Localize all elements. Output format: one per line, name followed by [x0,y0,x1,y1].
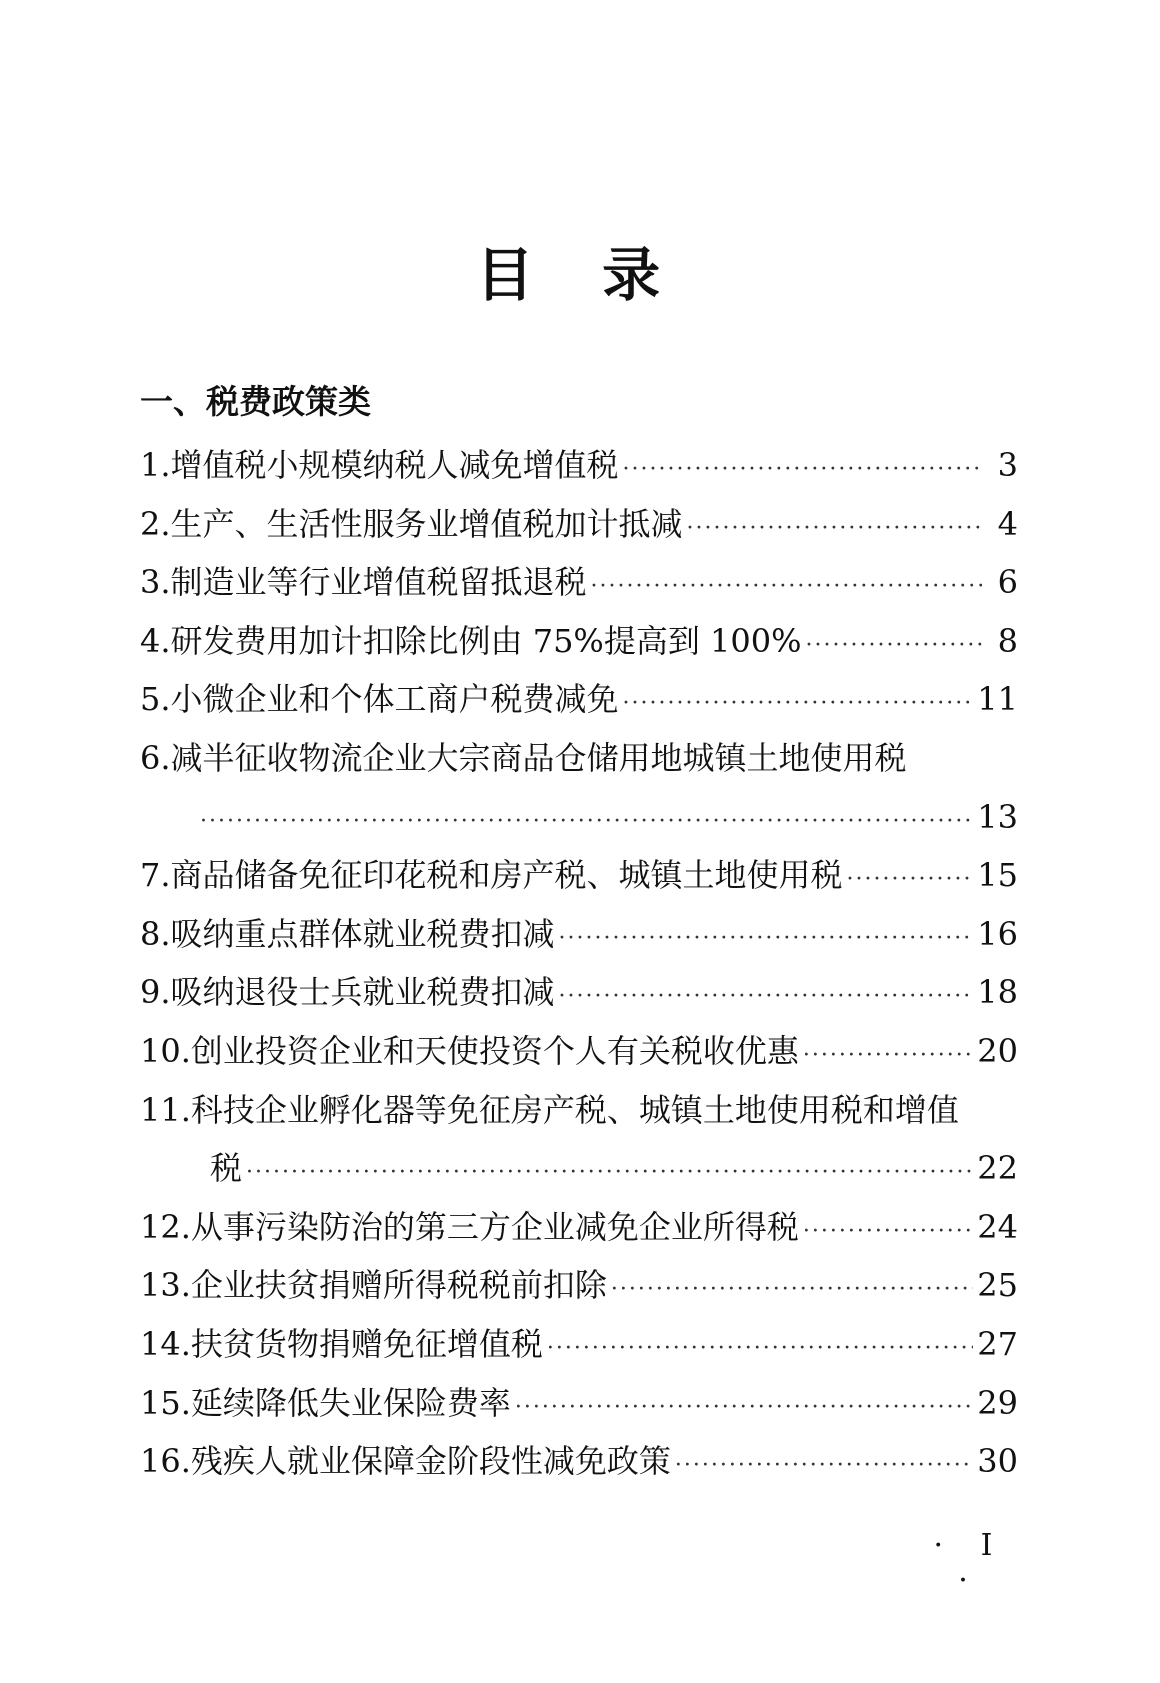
toc-entry[interactable] [140,1315,1018,1374]
dot-leader [847,851,974,910]
toc-entry-page: 16 [977,914,1018,953]
toc-entry-page: 3 [997,446,1018,484]
dot-leader [687,500,982,559]
toc-entry[interactable] [140,553,1018,612]
dot-leader [803,1203,973,1262]
toc-entry-title: 1.增值税小规模纳税人减免增值税 [140,446,619,484]
toc-entry-title: 13.企业扶贫捐赠所得税税前扣除 [140,1266,607,1305]
toc-entry-title: 10.创业投资企业和天使投资个人有关税收优惠 [140,1031,799,1070]
toc-entry[interactable] [140,1081,1018,1198]
toc-entry[interactable] [140,1256,1018,1315]
toc-entry-page: 8 [997,621,1018,660]
toc-entry-title: 3.制造业等行业增值税留抵退税 [140,563,587,602]
toc-entry[interactable] [140,495,1018,554]
toc-entry-page: 29 [977,1383,1018,1422]
toc-entry-title: 16.残疾人就业保障金阶段性减免政策 [140,1442,671,1481]
toc-entry-title: 9.吸纳退役士兵就业税费扣减 [140,973,555,1012]
toc-entry-title: 6.减半征收物流企业大宗商品仓储用地城镇土地使用税 [140,738,907,777]
toc-entry[interactable] [140,1022,1018,1081]
toc-entry[interactable] [140,1198,1018,1257]
toc-entry-title-continued: 税 [210,1149,243,1188]
toc-entry-page: 22 [977,1149,1018,1188]
toc-entry[interactable] [140,670,1018,729]
toc-entry[interactable] [140,612,1018,671]
dot-leader [623,675,974,734]
dot-leader [246,1144,973,1203]
toc-entry-page: 25 [977,1266,1018,1305]
section-heading: 一、税费政策类 [140,382,371,421]
toc-entry[interactable] [140,963,1018,1022]
toc-entry-page: 4 [997,504,1018,543]
dot-leader [623,441,982,500]
dot-leader [611,1261,973,1320]
toc-entry-page: 13 [977,797,1018,836]
toc-entry-page: 24 [977,1207,1018,1246]
toc-entry-title: 7.商品储备免征印花税和房产税、城镇土地使用税 [140,856,843,895]
toc-entry-title: 5.小微企业和个体工商户税费减免 [140,680,619,719]
toc-entry-page: 6 [997,563,1018,602]
toc-entry[interactable] [140,436,1018,495]
toc-entry[interactable] [140,729,1018,846]
dot-leader [591,558,982,617]
toc-entry-title: 11.科技企业孵化器等免征房产税、城镇土地使用税和增值 [140,1090,959,1129]
dot-leader [200,793,973,852]
dot-leader [806,617,983,676]
toc-entry[interactable] [140,905,1018,964]
dot-leader [515,1379,973,1438]
toc-entry[interactable] [140,1374,1018,1433]
toc-entry-title: 14.扶贫货物捐赠免征增值税 [140,1324,543,1363]
toc-entry-title: 15.延续降低失业保险费率 [140,1383,511,1422]
toc-entry-page: 15 [977,856,1018,895]
toc-entry[interactable] [140,1432,1018,1491]
page-number-folio: · I · [933,1528,1007,1598]
dot-leader [547,1320,973,1379]
toc-entry-page: 11 [977,680,1018,719]
toc-entry-page: 20 [977,1031,1018,1070]
toc-entry-page: 18 [977,973,1018,1012]
table-of-contents [140,436,1018,1491]
toc-entry-title: 4.研发费用加计扣除比例由 75%提高到 100% [140,621,802,660]
toc-entry-title: 8.吸纳重点群体就业税费扣减 [140,914,555,953]
toc-entry-page: 27 [977,1324,1018,1363]
toc-entry-page: 30 [977,1442,1018,1481]
toc-entry[interactable] [140,846,1018,905]
dot-leader [675,1437,973,1496]
dot-leader [559,968,974,1027]
page-title: 目 录 [475,241,685,309]
toc-entry-title: 2.生产、生活性服务业增值税加计抵减 [140,504,683,543]
dot-leader [559,910,974,969]
dot-leader [803,1027,973,1086]
toc-entry-title: 12.从事污染防治的第三方企业减免企业所得税 [140,1207,799,1246]
